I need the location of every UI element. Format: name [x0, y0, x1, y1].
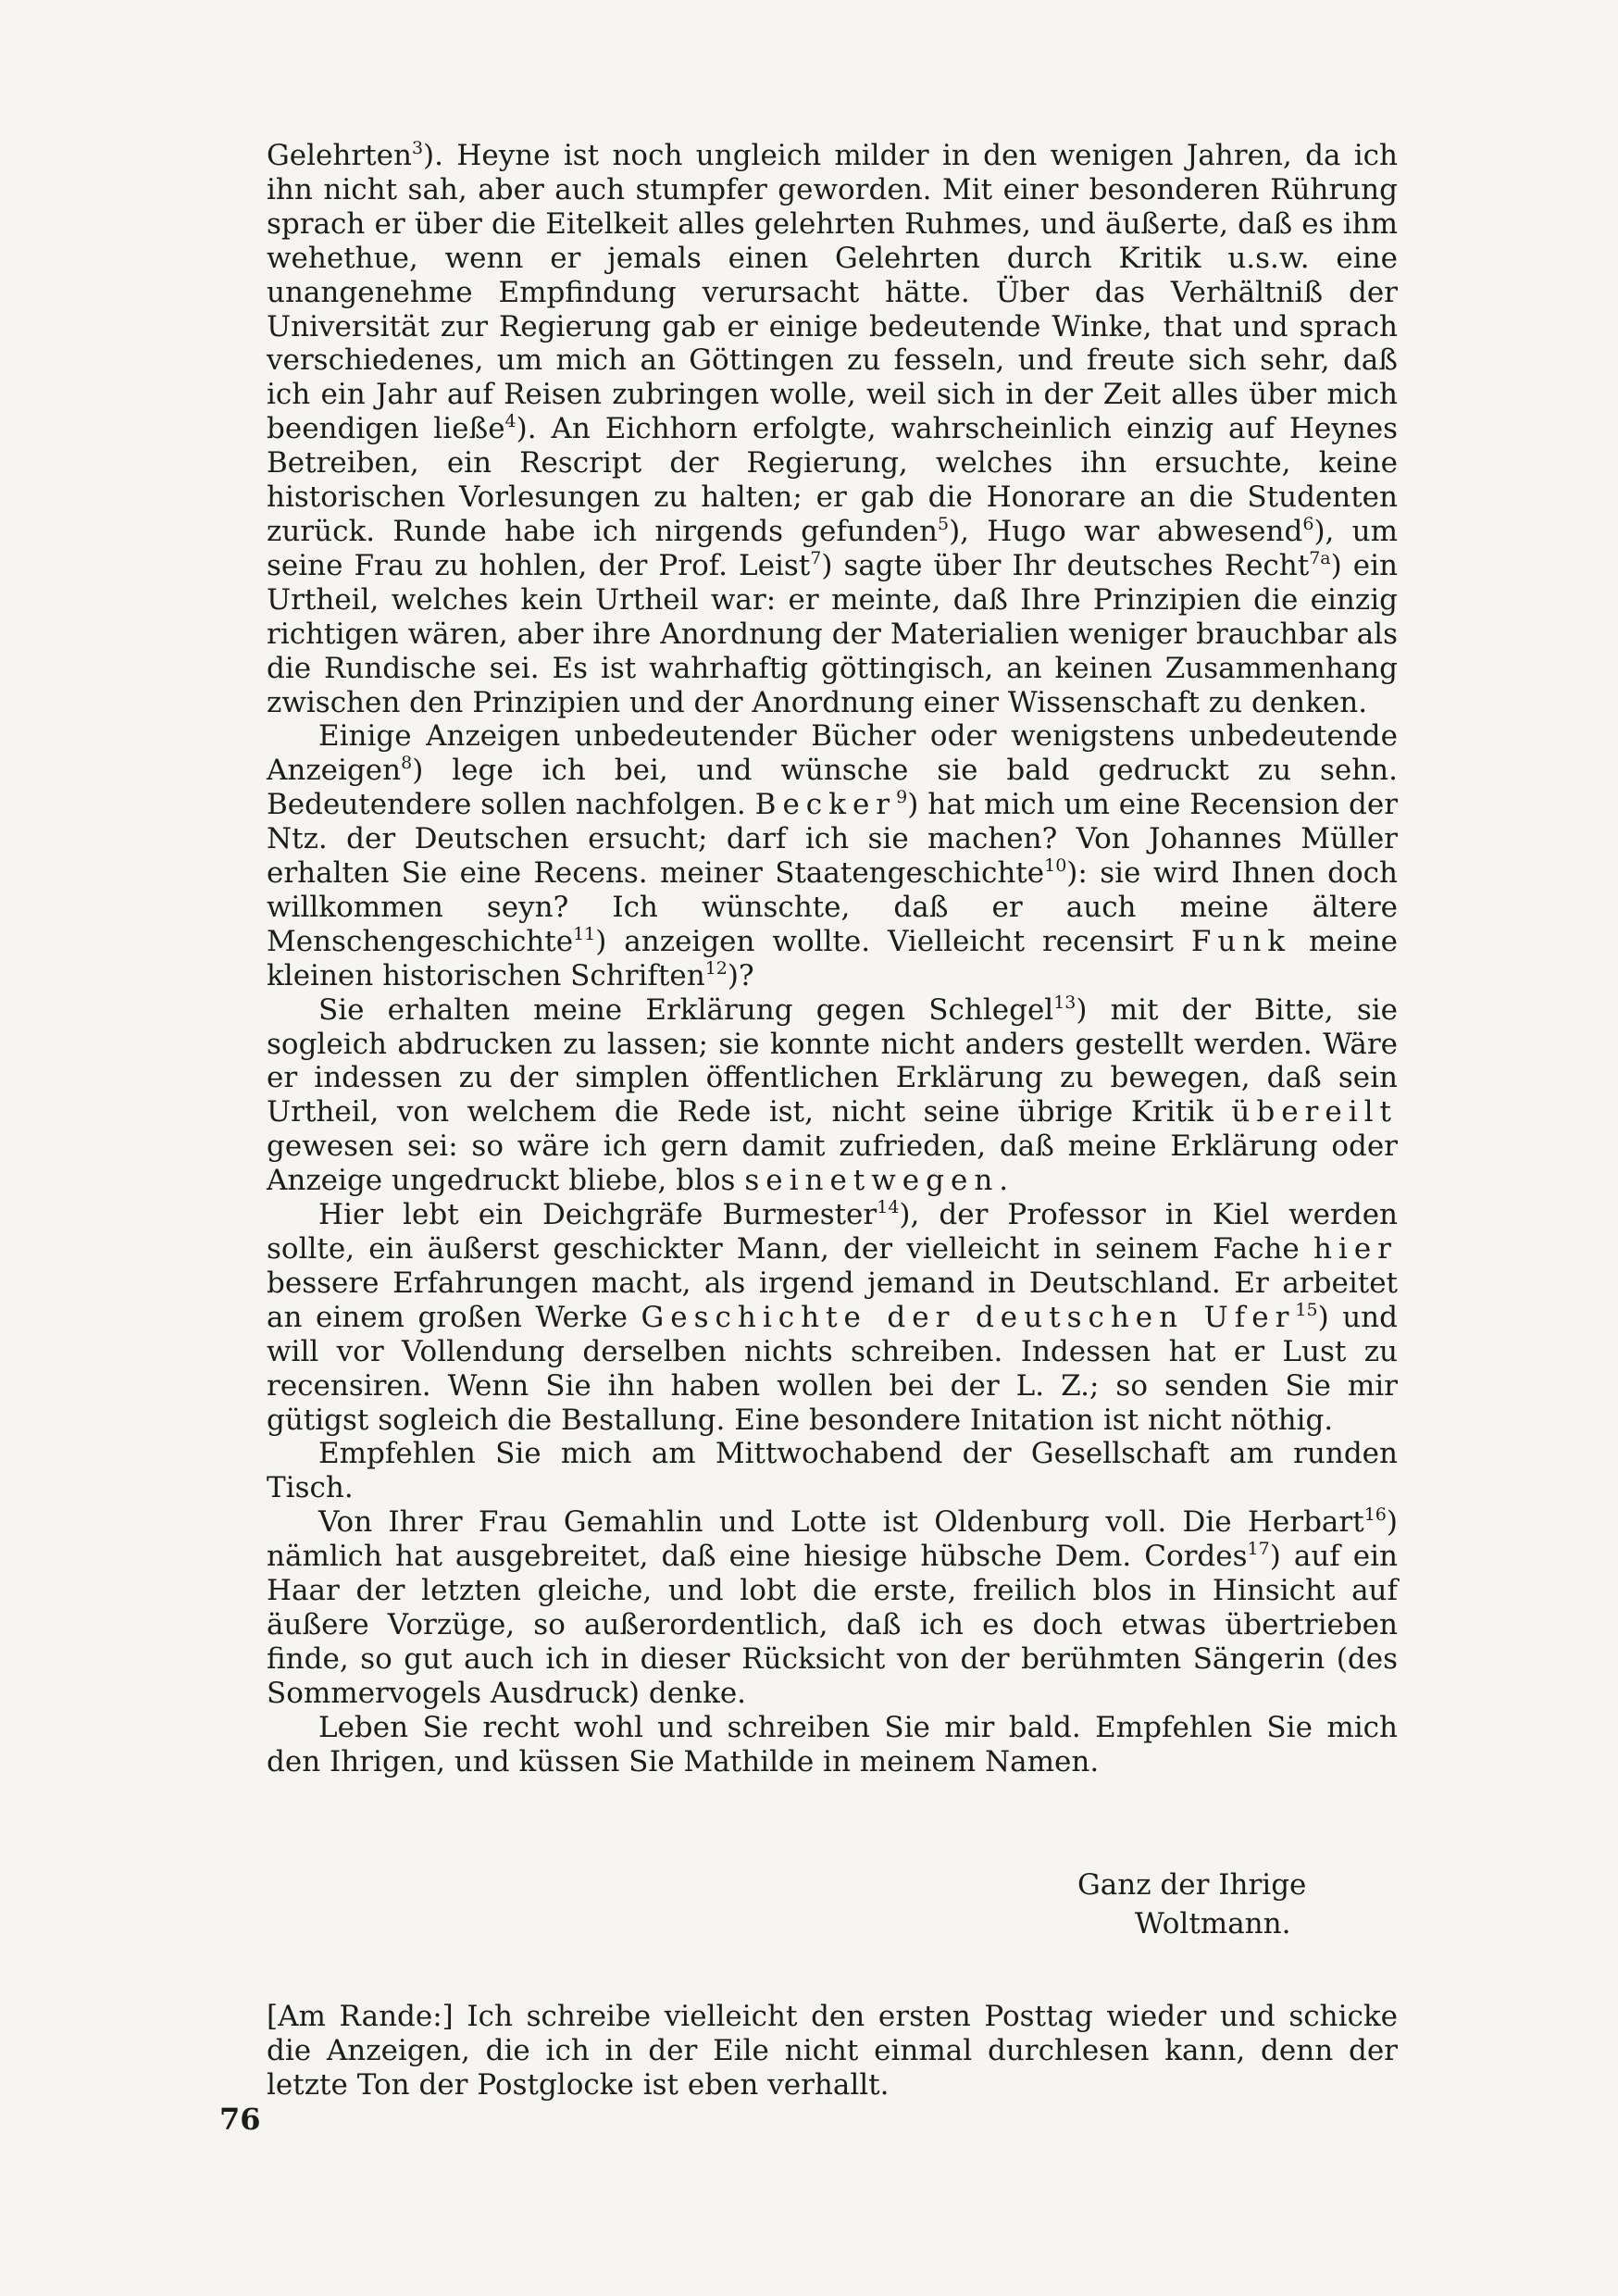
paragraph-5: Empfehlen Sie mich am Mittwochabend der Gesellschaft am runden Tisch. — [267, 1437, 1398, 1505]
footnote-ref: 4 — [504, 411, 517, 432]
spaced-title: Geschichte der deutschen Ufer — [641, 1300, 1296, 1334]
signature-name: Woltmann. — [1135, 1907, 1291, 1940]
footnote-ref: 7a — [1309, 547, 1331, 568]
spaced-name: Becker — [754, 788, 897, 822]
footnote-ref: 11 — [573, 923, 596, 944]
spaced-emphasis: seinetwegen — [744, 1164, 1000, 1198]
page-number: 76 — [219, 2102, 261, 2137]
footnote-ref: 14 — [877, 1197, 900, 1218]
spaced-name: Funk — [1190, 924, 1292, 958]
footnote-ref: 3 — [411, 138, 424, 158]
paragraph-7: Leben Sie recht wohl und schreiben Sie mir bald. Empfehlen Sie mich den Ihrigen, und küssen Sie Mathilde in meinem Namen. — [267, 1710, 1398, 1778]
footnote-ref: 15 — [1295, 1299, 1318, 1320]
spaced-emphasis: hier — [1313, 1232, 1398, 1266]
letter-body — [267, 139, 1398, 1779]
footnote-ref: 17 — [1247, 1539, 1270, 1560]
closing-salutation: Ganz der Ihrige — [1077, 1868, 1307, 1902]
footnote-ref: 5 — [937, 513, 950, 534]
spaced-emphasis: übereilt — [1231, 1095, 1398, 1129]
footnote-ref: 9 — [896, 787, 908, 808]
footnote-ref: 7 — [810, 547, 822, 568]
paragraph-1: Gelehrten$^3$). Heyne ist noch ungleich milder in den wenigen Jahren, da ich ihn nicht sah, aber auch stumpfer geworden. Mit einer besonderen Rührung sprach er über die Eitelkeit alles gelehrten Ruhmes, und äußerte, daß es ihm wehethue, wenn er jemals einen Gelehrten durch Kritik u.s.w. eine unangenehme Empfindung verursacht hätte. Über das Verhältniß der Universität zur Regierung gab er einige bedeutende Winke, that und sprach verschiedenes, um mich an Göttingen zu fesseln, und freute sich sehr, daß ich ein Jahr auf Reisen zubringen wolle, weil sich in der Zeit alles über mich beendigen ließe$^4$). An Eichhorn erfolgte, wahrscheinlich einzig auf Heynes Betreiben, ein Rescript der Regierung, welches ihn ersuchte, keine historischen Vorlesungen zu halten; er gab die Honorare an die Studenten zurück. Runde habe ich nirgends gefunden$^5$), Hugo war abwesend$^6$), um seine Frau zu hohlen, der Prof. Leist$^7$) sagte über Ihr deutsches Recht$^{7a}$) ein Urtheil, welches kein Urtheil war: er meinte, daß Ihre Prinzipien die einzig richtigen wären, aber ihre Anordnung der Materialien weniger brauchbar als die Rundische sei. Es ist wahrhaftig göttingisch, an keinen Zusammenhang zwischen den Prinzipien und der Anordnung einer Wissenschaft zu denken. — [267, 138, 1398, 719]
margin-note: [Am Rande:] Ich schreibe vielleicht den ersten Posttag wieder und schicke die Anzeigen, die ich in der Eile nicht einmal durchlesen kann, denn der letzte Ton der Postglocke ist eben verhallt. — [267, 2000, 1398, 2102]
footnote-ref: 13 — [1053, 992, 1077, 1013]
footnote-ref: 10 — [1044, 855, 1067, 877]
footnote-ref: 12 — [704, 957, 728, 979]
footnote-ref: 8 — [401, 753, 413, 774]
paragraph-6: Von Ihrer Frau Gemahlin und Lotte ist Oldenburg voll. Die Herbart$^{16}$) nämlich hat ausgebreitet, daß eine hiesige hübsche Dem. Cordes$^{17}$) auf ein Haar der letzten gleiche, und lobt die erste, freilich blos in Hinsicht auf äußere Vorzüge, so außerordentlich, daß ich es doch etwas übertrieben finde, so gut auch ich in dieser Rücksicht von der berühmten Sängerin (des Sommervogels Ausdruck) denke. — [267, 1504, 1398, 1710]
footnote-ref: 6 — [1302, 513, 1314, 534]
paragraph-3: Sie erhalten meine Erklärung gegen Schlegel$^{13}$) mit der Bitte, sie sogleich abdrucken zu lassen; sie konnte nicht anders gestellt werden. Wäre er indessen zu der simplen öffentlichen Erklärung zu bewegen, daß sein Urtheil, von welchem die Rede ist, nicht seine übrige Kritik übereilt gewesen sei: so wäre ich gern damit zufrieden, daß meine Erklärung oder Anzeige ungedruckt bliebe, blos seinetwegen. — [267, 992, 1398, 1198]
paragraph-2: Einige Anzeigen unbedeutender Bücher oder wenigstens unbedeutende Anzeigen$^8$) lege ich bei, und wünsche sie bald gedruckt zu sehn. Bedeutendere sollen nachfolgen. Becker$^9$) hat mich um eine Recension der Ntz. der Deutschen ersucht; darf ich sie machen? Von Johannes Müller erhalten Sie eine Recens. meiner Staatengeschichte$^{10}$): sie wird Ihnen doch willkommen seyn? Ich wünschte, daß er auch meine ältere Menschengeschichte$^{11}$) anzeigen wollte. Vielleicht recensirt Funk meine kleinen historischen Schriften$^{12}$)? — [267, 719, 1399, 992]
footnote-ref: 16 — [1363, 1504, 1387, 1526]
paragraph-4: Hier lebt ein Deichgräfe Burmester$^{14}$), der Professor in Kiel werden sollte, ein äußerst geschickter Mann, der vielleicht in seinem Fache hier bessere Erfahrungen macht, als irgend jemand in Deutschland. Er arbeitet an einem großen Werke Geschichte der deutschen Ufer$^{15}$) und will vor Vollendung derselben nichts schreiben. Indessen hat er Lust zu recensiren. Wenn Sie ihn haben wollen bei der L. Z.; so senden Sie mir gütigst sogleich die Bestallung. Eine besondere Initation ist nicht nöthig. — [267, 1197, 1399, 1437]
